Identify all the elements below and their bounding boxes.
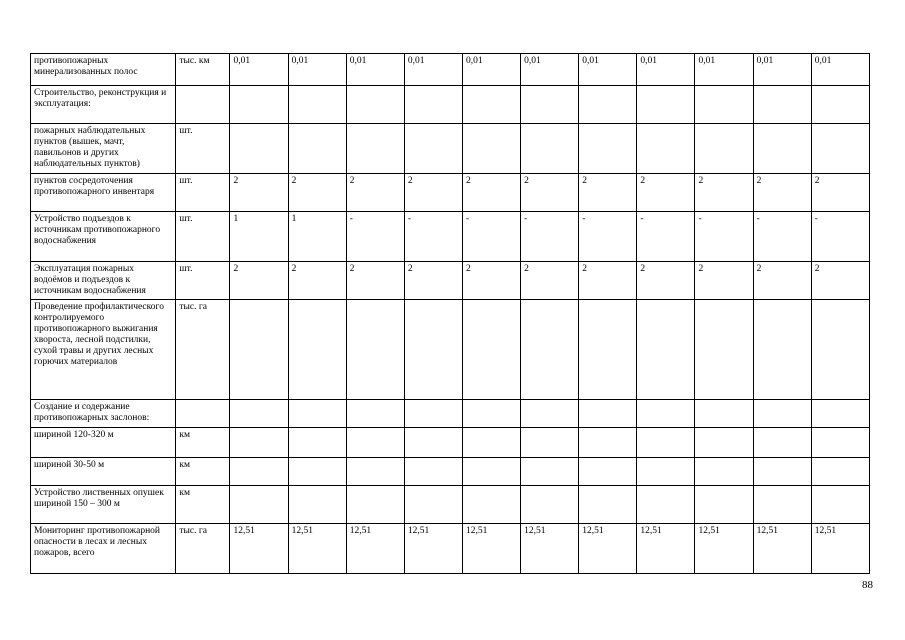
value-cell: 1 xyxy=(230,212,288,262)
value-cell: 0,01 xyxy=(753,54,811,86)
row-unit-cell: тыс. км xyxy=(176,54,230,86)
value-cell: 0,01 xyxy=(811,54,869,86)
row-unit-cell xyxy=(176,86,230,124)
row-unit-cell: шт. xyxy=(176,262,230,300)
row-name-cell: Устройство лиственных опушек шириной 150 – 300 м xyxy=(31,486,176,524)
value-cell: 2 xyxy=(230,262,288,300)
value-cell: 2 xyxy=(811,262,869,300)
value-cell: 0,01 xyxy=(521,54,579,86)
value-cell xyxy=(695,486,753,524)
value-cell xyxy=(288,300,346,400)
row-name-cell: шириной 30-50 м xyxy=(31,458,176,486)
value-cell xyxy=(811,458,869,486)
value-cell xyxy=(579,400,637,428)
value-cell xyxy=(753,124,811,174)
row-unit-cell: км xyxy=(176,428,230,458)
value-cell: 2 xyxy=(637,262,695,300)
value-cell xyxy=(462,428,520,458)
value-cell xyxy=(695,300,753,400)
table-row xyxy=(31,174,870,212)
value-cell: 0,01 xyxy=(230,54,288,86)
value-cell xyxy=(230,124,288,174)
value-cell xyxy=(811,124,869,174)
row-name-cell: Мониторинг противопожарной опасности в лесах и лесных пожаров, всего xyxy=(31,524,176,574)
row-name-cell: пожарных наблюдательных пунктов (вышек, мачт, павильонов и других наблюдательных пунктов) xyxy=(31,124,176,174)
value-cell: 2 xyxy=(579,174,637,212)
row-name-cell: Строительство, реконструкция и эксплуатация: xyxy=(31,86,176,124)
value-cell xyxy=(521,458,579,486)
table-row xyxy=(31,524,870,574)
value-cell xyxy=(346,124,404,174)
value-cell xyxy=(230,428,288,458)
value-cell xyxy=(637,400,695,428)
value-cell xyxy=(579,458,637,486)
value-cell xyxy=(462,400,520,428)
value-cell: 2 xyxy=(695,262,753,300)
value-cell xyxy=(346,428,404,458)
value-cell: 12,51 xyxy=(346,524,404,574)
value-cell xyxy=(521,124,579,174)
row-unit-cell: тыс. га xyxy=(176,524,230,574)
value-cell: 12,51 xyxy=(637,524,695,574)
value-cell xyxy=(288,124,346,174)
value-cell: 1 xyxy=(288,212,346,262)
value-cell xyxy=(637,458,695,486)
table-row xyxy=(31,212,870,262)
value-cell: 2 xyxy=(753,262,811,300)
value-cell xyxy=(579,124,637,174)
value-cell xyxy=(346,86,404,124)
value-cell: 2 xyxy=(695,174,753,212)
value-cell: - xyxy=(462,212,520,262)
value-cell xyxy=(753,86,811,124)
row-unit-cell: шт. xyxy=(176,124,230,174)
value-cell xyxy=(404,124,462,174)
value-cell xyxy=(288,428,346,458)
value-cell xyxy=(230,486,288,524)
value-cell: - xyxy=(753,212,811,262)
value-cell: - xyxy=(695,212,753,262)
value-cell xyxy=(230,458,288,486)
value-cell: 12,51 xyxy=(753,524,811,574)
value-cell: 2 xyxy=(404,262,462,300)
value-cell: 0,01 xyxy=(579,54,637,86)
value-cell xyxy=(521,428,579,458)
value-cell xyxy=(811,400,869,428)
value-cell xyxy=(637,124,695,174)
value-cell: 12,51 xyxy=(230,524,288,574)
value-cell xyxy=(521,400,579,428)
row-unit-cell: км xyxy=(176,486,230,524)
row-unit-cell: км xyxy=(176,458,230,486)
row-unit-cell: шт. xyxy=(176,212,230,262)
value-cell: 2 xyxy=(346,262,404,300)
value-cell xyxy=(579,86,637,124)
row-name-cell: Создание и содержание противопожарных заслонов: xyxy=(31,400,176,428)
value-cell: - xyxy=(346,212,404,262)
value-cell xyxy=(695,400,753,428)
row-name-cell: пунктов сосредоточения противопожарного инвентаря xyxy=(31,174,176,212)
value-cell: 2 xyxy=(230,174,288,212)
value-cell xyxy=(288,486,346,524)
value-cell xyxy=(637,486,695,524)
value-cell xyxy=(462,300,520,400)
value-cell: 0,01 xyxy=(462,54,520,86)
value-cell: 12,51 xyxy=(811,524,869,574)
row-name-cell: шириной 120-320 м xyxy=(31,428,176,458)
value-cell: 0,01 xyxy=(346,54,404,86)
value-cell: 0,01 xyxy=(695,54,753,86)
value-cell: 0,01 xyxy=(404,54,462,86)
value-cell: 2 xyxy=(462,262,520,300)
value-cell: 0,01 xyxy=(637,54,695,86)
row-name-cell: Устройство подъездов к источникам противопожарного водоснабжения xyxy=(31,212,176,262)
value-cell: 2 xyxy=(288,174,346,212)
table-row xyxy=(31,124,870,174)
value-cell: 2 xyxy=(521,262,579,300)
value-cell: 2 xyxy=(579,262,637,300)
value-cell xyxy=(695,86,753,124)
value-cell: 2 xyxy=(637,174,695,212)
value-cell: 2 xyxy=(462,174,520,212)
value-cell xyxy=(462,124,520,174)
value-cell: 12,51 xyxy=(579,524,637,574)
value-cell xyxy=(404,400,462,428)
value-cell xyxy=(637,428,695,458)
value-cell: 12,51 xyxy=(695,524,753,574)
value-cell xyxy=(346,458,404,486)
value-cell xyxy=(637,86,695,124)
value-cell xyxy=(811,486,869,524)
row-name-cell: противопожарных минерализованных полос xyxy=(31,54,176,86)
value-cell xyxy=(811,300,869,400)
value-cell xyxy=(404,428,462,458)
value-cell xyxy=(753,300,811,400)
value-cell xyxy=(462,458,520,486)
value-cell xyxy=(346,300,404,400)
table-row xyxy=(31,458,870,486)
value-cell: 12,51 xyxy=(462,524,520,574)
row-name-cell: Эксплуатация пожарных водоёмов и подъездов к источникам водоснабжения xyxy=(31,262,176,300)
value-cell: 12,51 xyxy=(521,524,579,574)
value-cell xyxy=(462,86,520,124)
value-cell xyxy=(404,458,462,486)
value-cell xyxy=(230,400,288,428)
value-cell xyxy=(346,400,404,428)
value-cell xyxy=(753,428,811,458)
value-cell xyxy=(462,486,520,524)
value-cell: 2 xyxy=(811,174,869,212)
value-cell xyxy=(579,428,637,458)
table-row xyxy=(31,54,870,86)
fire-measures-table xyxy=(30,53,870,574)
value-cell xyxy=(404,86,462,124)
value-cell xyxy=(521,486,579,524)
value-cell xyxy=(753,400,811,428)
value-cell: 2 xyxy=(404,174,462,212)
value-cell: 12,51 xyxy=(404,524,462,574)
value-cell: 2 xyxy=(288,262,346,300)
row-unit-cell: тыс. га xyxy=(176,300,230,400)
value-cell xyxy=(346,486,404,524)
value-cell: 2 xyxy=(346,174,404,212)
value-cell xyxy=(288,86,346,124)
value-cell xyxy=(811,428,869,458)
value-cell xyxy=(521,300,579,400)
value-cell: - xyxy=(579,212,637,262)
value-cell: - xyxy=(404,212,462,262)
value-cell xyxy=(579,300,637,400)
table-row xyxy=(31,428,870,458)
value-cell: - xyxy=(521,212,579,262)
value-cell: 0,01 xyxy=(288,54,346,86)
value-cell xyxy=(579,486,637,524)
value-cell xyxy=(811,86,869,124)
row-name-cell: Проведение профилактического контролируемого противопожарного выжигания хвороста, лесной подстилки, сухой травы и других лесных горючих материалов xyxy=(31,300,176,400)
value-cell xyxy=(404,300,462,400)
value-cell: 2 xyxy=(753,174,811,212)
value-cell xyxy=(695,124,753,174)
table-row xyxy=(31,86,870,124)
value-cell xyxy=(753,486,811,524)
value-cell xyxy=(753,458,811,486)
table-row xyxy=(31,486,870,524)
value-cell xyxy=(288,400,346,428)
value-cell xyxy=(404,486,462,524)
table-row xyxy=(31,262,870,300)
page-number: 88 xyxy=(862,579,873,591)
row-unit-cell xyxy=(176,400,230,428)
table-row xyxy=(31,300,870,400)
value-cell: - xyxy=(637,212,695,262)
value-cell xyxy=(637,300,695,400)
row-unit-cell: шт. xyxy=(176,174,230,212)
table-row xyxy=(31,400,870,428)
value-cell: 2 xyxy=(521,174,579,212)
value-cell xyxy=(695,428,753,458)
value-cell: - xyxy=(811,212,869,262)
value-cell xyxy=(521,86,579,124)
value-cell xyxy=(230,86,288,124)
value-cell xyxy=(288,458,346,486)
value-cell xyxy=(695,458,753,486)
value-cell xyxy=(230,300,288,400)
value-cell: 12,51 xyxy=(288,524,346,574)
